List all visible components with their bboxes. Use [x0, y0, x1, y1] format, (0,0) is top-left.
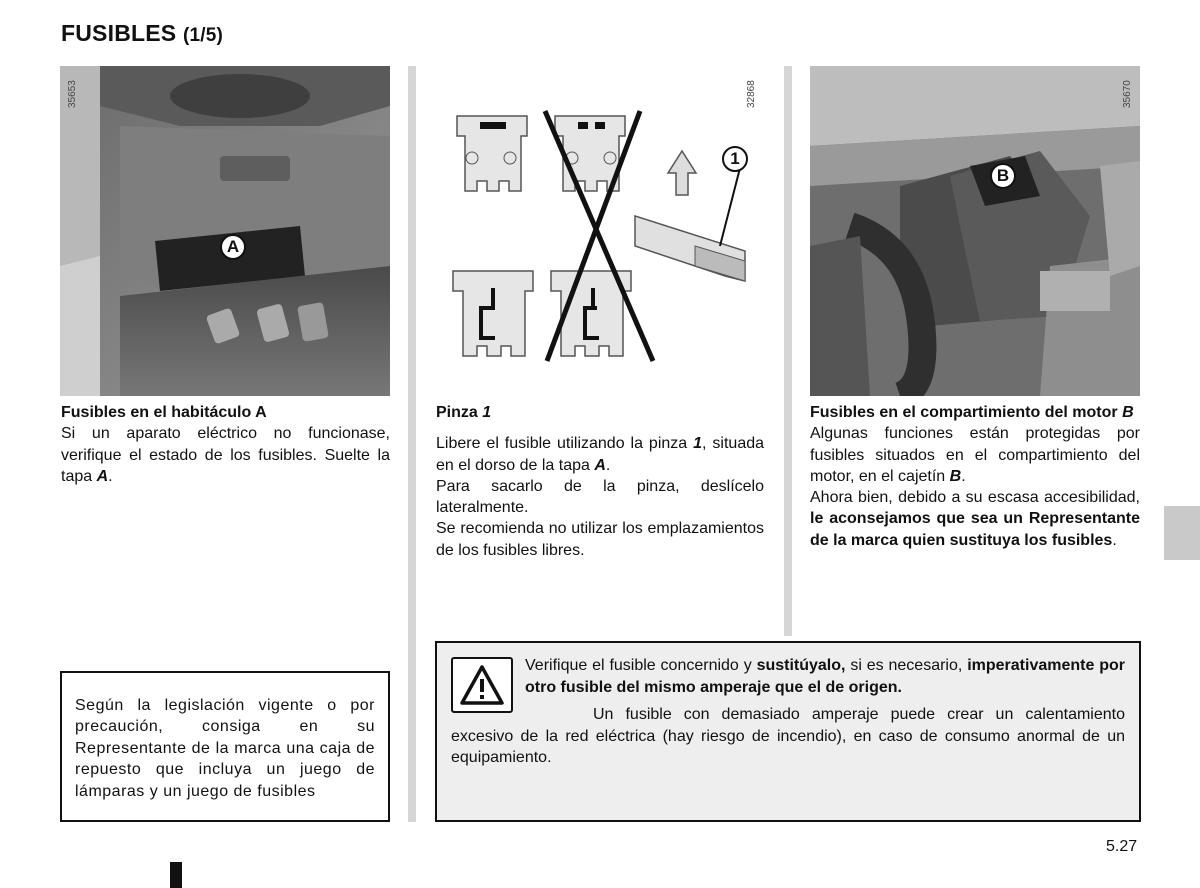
callout-1: 1: [722, 146, 748, 172]
warning-box: [435, 641, 1141, 822]
ref-label: A: [96, 467, 109, 485]
bold-advice: le aconsejamos que sea un Representante de la marca quien sustituya los fusibles: [810, 510, 1140, 549]
image-reference: 35653: [67, 80, 78, 108]
callout-a: A: [220, 234, 246, 260]
warning-para-2: Un fusible con demasiado amperaje puede crear un calentamiento excesivo de la red eléctrica (hay riesgo de incendio), en caso de consumo anormal de un equipamiento.: [451, 706, 1125, 766]
fuse-puller-diagram: [435, 66, 765, 396]
body-text-end: .: [1112, 531, 1117, 549]
bold-text: imperativamente por otro fusible del mismo amperaje que el de origen.: [525, 657, 1126, 696]
chapter-tab: [1164, 506, 1200, 560]
engine-fuses-section: [810, 402, 1140, 551]
cabin-fuses-section: [61, 402, 390, 487]
body-text: Libere el fusible utilizando la pinza: [436, 435, 694, 453]
section-heading: Fusibles en el habitáculo A: [61, 404, 267, 421]
section-para-2: [810, 487, 1140, 551]
section-para-3: Se recomienda no utilizar los emplazamientos de los fusibles libres.: [436, 520, 764, 559]
page-title: [61, 20, 223, 47]
ref-label: B: [949, 467, 962, 485]
section-para-1: [436, 433, 764, 476]
spare-kit-note: [60, 671, 390, 822]
body-text: Verifique el fusible concernido y: [525, 657, 757, 674]
engine-fuse-photo: [810, 66, 1140, 396]
body-text: , situada en el dorso de la tapa: [436, 435, 765, 474]
section-body: [61, 423, 390, 487]
image-reference: 32868: [746, 80, 757, 108]
body-text-end: .: [108, 467, 113, 485]
ref-label: A: [594, 456, 606, 474]
ref-label: B: [1122, 404, 1134, 421]
image-reference: 35670: [1122, 80, 1133, 108]
puller-section: [436, 402, 764, 561]
warning-triangle-icon: [451, 657, 513, 713]
callout-b: B: [990, 163, 1016, 189]
bold-text: sustitúyalo,: [756, 657, 846, 674]
body-text: Si un aparato eléctrico no funcionase, verifique el estado de los fusibles. Suelte la tapa: [61, 425, 390, 485]
section-heading: [436, 402, 764, 423]
column-divider: [784, 66, 792, 636]
fuse-diagram-illustration: [435, 66, 765, 396]
page-title-text: FUSIBLES: [61, 20, 177, 46]
cabin-illustration: [60, 66, 390, 396]
engine-illustration: [810, 66, 1140, 396]
section-heading: [810, 402, 1140, 423]
body-text-end: .: [605, 456, 611, 474]
cabin-fuse-photo: [60, 66, 390, 396]
section-para-1: [810, 423, 1140, 487]
warning-para-1: [451, 655, 1125, 698]
section-para-2: Para sacarlo de la pinza, deslícelo lateralmente.: [436, 477, 764, 517]
column-divider: [408, 66, 416, 822]
page-number: 5.27: [1106, 838, 1138, 855]
body-text: Algunas funciones están protegidas por fusibles situados en el compartimiento del motor, en el cajetín: [810, 425, 1140, 485]
ref-label: 1: [482, 404, 492, 421]
note-text: Según la legislación vigente o por precaución, consiga en su Representante de la marca una caja de repuesto que incluya un juego de lámparas y un juego de fusibles: [75, 697, 375, 800]
body-text-end: .: [961, 467, 966, 485]
ref-label: 1: [693, 435, 703, 453]
body-text: Ahora bien, debido a su escasa accesibilidad,: [810, 489, 1140, 507]
heading-text: Pinza: [436, 404, 483, 421]
body-text: si es necesario,: [845, 657, 968, 674]
heading-text: Fusibles en el compartimiento del motor: [810, 404, 1123, 421]
crop-mark: [170, 862, 182, 888]
page-part: (1/5): [182, 25, 224, 46]
